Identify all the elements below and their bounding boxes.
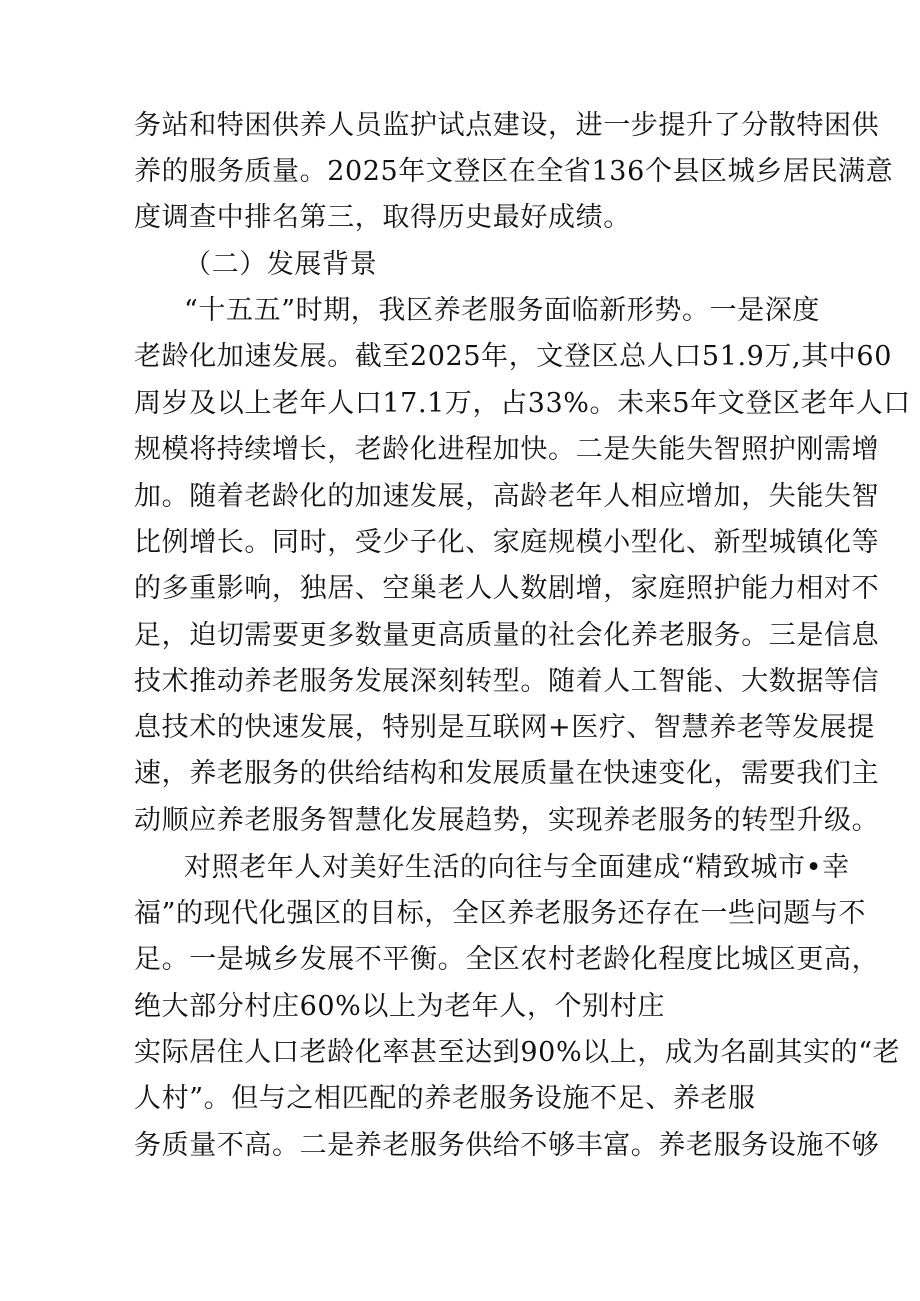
text-line: “十五五”时期，我区养老服务面临新形势。一是深度 xyxy=(184,295,821,326)
text-line: 养的服务质量。2025年文登区在全省136个县区城乡居民满意 xyxy=(134,156,894,187)
text-line: 度调查中排名第三，取得历史最好成绩。 xyxy=(134,202,631,233)
text-line: 比例增长。同时，受少子化、家庭规模小型化、新型城镇化等 xyxy=(134,527,880,558)
section-heading: （二）发展背景 xyxy=(184,249,378,280)
text-line: 足，迫切需要更多数量更高质量的社会化养老服务。三是信息 xyxy=(134,620,880,651)
text-line: 务质量不高。二是养老服务供给不够丰富。养老服务设施不够 xyxy=(134,1130,880,1161)
text-line: 技术推动养老服务发展深刻转型。随着人工智能、大数据等信 xyxy=(134,666,880,697)
text-line: 动顺应养老服务智慧化发展趋势，实现养老服务的转型升级。 xyxy=(134,805,880,836)
text-line: 足。一是城乡发展不平衡。全区农村老龄化程度比城区更高， xyxy=(134,944,880,975)
text-line: 加。随着老龄化的加速发展，高龄老年人相应增加，失能失智 xyxy=(134,481,880,512)
text-line: 人村”。但与之相匹配的养老服务设施不足、养老服 xyxy=(134,1083,756,1114)
text-line: 的多重影响，独居、空巢老人人数剧增，家庭照护能力相对不 xyxy=(134,573,880,604)
text-line: 实际居住人口老龄化率甚至达到90%以上，成为名副其实的“老 xyxy=(134,1037,901,1068)
text-line: 福”的现代化强区的目标，全区养老服务还存在一些问题与不 xyxy=(134,898,867,929)
text-line: 周岁及以上老年人口17.1万，占33%。未来5年文登区老年人口 xyxy=(134,388,911,419)
text-line: 息技术的快速发展，特别是互联网+医疗、智慧养老等发展提 xyxy=(134,712,875,743)
text-line: 绝大部分村庄60%以上为老年人，个别村庄 xyxy=(134,991,666,1022)
text-line: 对照老年人对美好生活的向往与全面建成“精致城市•幸 xyxy=(184,852,850,883)
text-line: 规模将持续增长，老龄化进程加快。二是失能失智照护刚需增 xyxy=(134,434,880,465)
text-line: 速，养老服务的供给结构和发展质量在快速变化，需要我们主 xyxy=(134,758,880,789)
text-line: 务站和特困供养人员监护试点建设，进一步提升了分散特困供 xyxy=(134,110,880,141)
text-line: 老龄化加速发展。截至2025年，文登区总人口51.9万,其中60 xyxy=(134,341,892,372)
